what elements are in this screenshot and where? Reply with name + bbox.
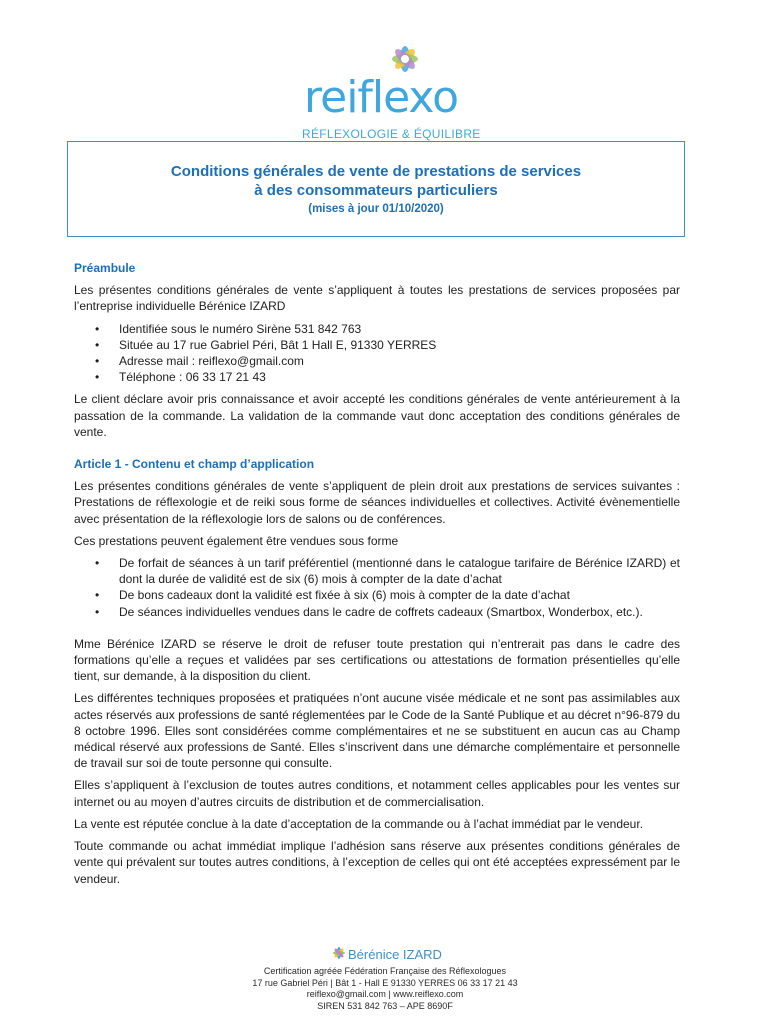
article1-paragraph: La vente est réputée conclue à la date d’acceptation de la commande ou à l’achat immédiat par le vendeur.: [74, 816, 644, 831]
footer-contact-links[interactable]: reiflexo@gmail.com | www.reiflexo.com: [306, 989, 464, 999]
bullet: •: [95, 556, 100, 571]
article1-paragraph: Toute commande ou achat immédiat implique l’adhésion sans réserve aux présentes conditions générales de vente qui prévalent sur toutes autres conditions, à l’exception de celles qui ont été acceptées expressément par le vendeur.: [74, 839, 680, 886]
list-item-text: Située au 17 rue Gabriel Péri, Bât 1 Hall E, 91330 YERRES: [119, 337, 437, 352]
article1-paragraph: Les différentes techniques proposées et pratiquées n’ont aucune visée médicale et ne sont pas assimilables aux actes réservés aux professions de santé réglementées par le Code de la Santé Publique et au décret n°96-879 du 8 octobre 1996. Elles sont considérées comme complémentaires et ne se substituent en aucun cas au Champ médical réservé aux professions de Santé. Elles s’inscrivent dans une démarche complémentaire et personnelle de travail sur soi de toute personne qui consulte.: [74, 691, 680, 771]
list-item: [74, 321, 680, 337]
article1-paragraph: Les présentes conditions générales de vente s’appliquent de plein droit aux prestations de services suivantes : Prestations de réflexologie et de reiki sous forme de séances individuelles et collectives. Activité évènementielle avec présentation de la réflexologie lors de salons ou de conférences.: [74, 479, 680, 526]
list-item-text: De bons cadeaux dont la validité est fixée à six (6) mois à compter de la date d’achat: [119, 588, 570, 603]
flower-icon: [330, 944, 348, 962]
reiflexo-logo: [300, 36, 481, 141]
list-item-text: Téléphone : 06 33 17 21 43: [119, 370, 266, 385]
article1-paragraph: Ces prestations peuvent également être vendues sous forme: [74, 533, 399, 548]
footer-details: [0, 966, 770, 1012]
article1-paragraph: Mme Bérénice IZARD se réserve le droit de refuser toute prestation qui n’entrerait pas dans le cadre des formations qu’elle a reçues et validées par ses certifications ou attestations de formation présentielles qu’elle tient, sur demande, à la disposition du client.: [74, 636, 680, 684]
article1-heading: Article 1 - Contenu et champ d’application: [74, 457, 315, 472]
title-box: [67, 141, 685, 237]
bullet: •: [95, 370, 100, 385]
list-item: [74, 604, 680, 620]
identity-list: [74, 321, 680, 386]
document-title-line2: à des consommateurs particuliers: [254, 182, 498, 199]
list-item: [74, 337, 680, 353]
document-body: [74, 260, 680, 893]
bullet: •: [95, 604, 100, 619]
footer-siren: SIREN 531 842 763 – APE 8690F: [317, 1000, 453, 1011]
update-date: (mises à jour 01/10/2020): [308, 203, 444, 215]
list-item: [74, 587, 680, 603]
footer-name: Bérénice IZARD: [348, 947, 442, 962]
bullet: •: [95, 321, 100, 336]
list-item-text: De séances individuelles vendues dans le cadre de coffrets cadeaux (Smartbox, Wonderbox, etc.).: [119, 604, 643, 619]
article1-paragraph: Elles s’appliquent à l’exclusion de toutes autres conditions, et notamment celles applicables pour les ventes sur internet ou au moyen d’autres circuits de distribution et de commercialisation.: [74, 778, 680, 809]
bullet: •: [95, 337, 100, 352]
footer-certification: Certification agréée Fédération Française des Réflexologues: [263, 966, 507, 976]
logo-brand: reiflexo: [304, 72, 459, 123]
bullet: •: [95, 354, 100, 369]
footer-brand: [330, 944, 470, 966]
list-item-text: De forfait de séances à un tarif préférentiel (mentionné dans le catalogue tarifaire de Bérénice IZARD) et dont la durée de validité est de six (6) mois à compter de la date d’achat: [119, 556, 680, 587]
list-item: [74, 555, 680, 587]
preambule-closing: Le client déclare avoir pris connaissance et avoir accepté les conditions générales de vente antérieurement à la passation de la commande. La validation de la commande vaut donc acceptation des conditions générales de vente.: [74, 392, 680, 439]
forms-list: [74, 555, 680, 620]
list-item: [74, 353, 680, 369]
document-title-line1: Conditions générales de vente de prestations de services: [170, 163, 582, 180]
footer-address: 17 rue Gabriel Péri | Bât 1 - Hall E 91330 YERRES 06 33 17 21 43: [252, 977, 518, 988]
logo-tagline: RÉFLEXOLOGIE & ÉQUILIBRE: [302, 127, 481, 141]
email-link[interactable]: Adresse mail : reiflexo@gmail.com: [119, 354, 304, 369]
list-item-text: Identifiée sous le numéro Sirène 531 842 763: [119, 321, 362, 336]
preambule-heading: Préambule: [74, 261, 136, 275]
list-item: [74, 369, 680, 385]
bullet: •: [95, 588, 100, 603]
preambule-intro: Les présentes conditions générales de vente s’appliquent à toutes les prestations de services proposées par l’entreprise individuelle Bérénice IZARD: [74, 283, 680, 314]
